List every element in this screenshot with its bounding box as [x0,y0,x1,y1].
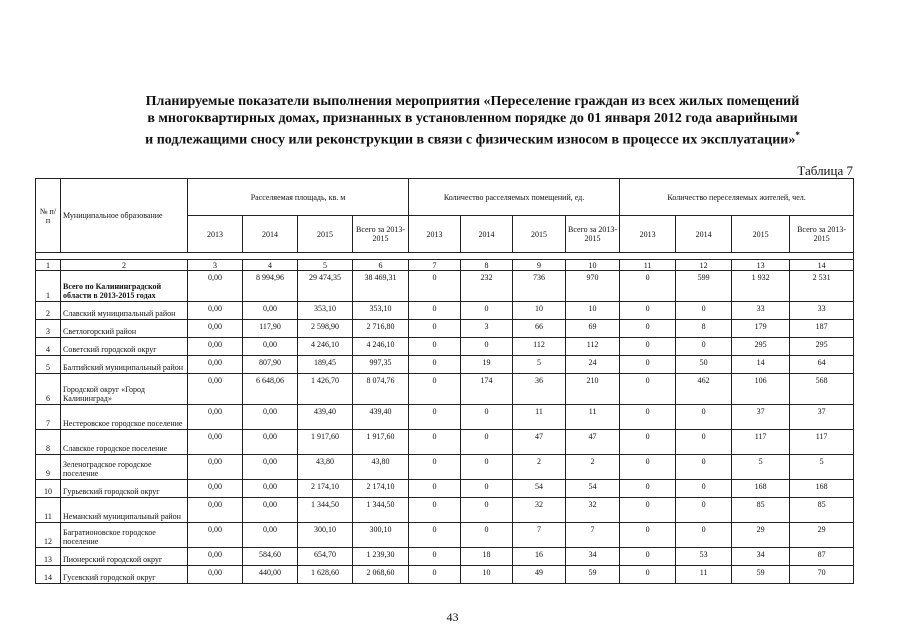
value-cell: 0 [620,271,676,302]
value-cell: 599 [676,271,732,302]
value-cell: 0,00 [188,455,243,480]
value-cell: 19 [461,356,513,374]
header-total: Всего за 2013-2015 [566,216,620,253]
value-cell: 736 [513,271,566,302]
value-cell: 0,00 [188,320,243,338]
value-cell: 0,00 [243,338,298,356]
value-cell: 210 [566,374,620,405]
table-row [36,430,854,455]
value-cell: 47 [513,430,566,455]
value-cell: 2 174,10 [353,480,409,498]
table-row [36,548,854,566]
value-cell: 85 [732,498,790,523]
table-row [36,302,854,320]
header-row-groups [36,179,854,216]
value-cell: 1 932 [732,271,790,302]
value-cell: 117,90 [243,320,298,338]
page-number: 43 [446,610,459,624]
value-cell: 37 [790,405,854,430]
value-cell: 0 [409,455,461,480]
value-cell: 53 [676,548,732,566]
value-cell: 37 [732,405,790,430]
value-cell: 36 [513,374,566,405]
footnote-mark: * [795,130,800,140]
value-cell: 584,60 [243,548,298,566]
column-number: 11 [620,260,676,271]
value-cell: 10 [513,302,566,320]
row-number: 13 [36,548,61,566]
value-cell: 0 [409,338,461,356]
value-cell: 2 531 [790,271,854,302]
value-cell: 2 [566,455,620,480]
value-cell: 85 [790,498,854,523]
value-cell: 4 246,10 [298,338,353,356]
value-cell: 47 [566,430,620,455]
header-total: Всего за 2013-2015 [353,216,409,253]
municipality-name: Балтийский муниципальный район [61,356,188,374]
value-cell: 59 [566,566,620,584]
indicators-table [35,178,854,584]
value-cell: 0 [620,455,676,480]
column-number: 10 [566,260,620,271]
value-cell: 0 [676,523,732,548]
value-cell: 0 [620,374,676,405]
value-cell: 0 [676,455,732,480]
header-total: Всего за 2013-2015 [790,216,854,253]
column-number-row [36,260,854,271]
row-number: 9 [36,455,61,480]
value-cell: 106 [732,374,790,405]
column-number: 6 [353,260,409,271]
table-row [36,320,854,338]
table-row [36,498,854,523]
value-cell: 0,00 [243,405,298,430]
value-cell: 0 [461,430,513,455]
value-cell: 0 [461,405,513,430]
value-cell: 33 [732,302,790,320]
value-cell: 0 [620,498,676,523]
municipality-name: Гусевский городской округ [61,566,188,584]
value-cell: 54 [566,480,620,498]
header-year: 2013 [620,216,676,253]
municipality-name: Городской округ «Город Калининград» [61,374,188,405]
column-number: 2 [61,260,188,271]
value-cell: 997,35 [353,356,409,374]
value-cell: 0 [620,302,676,320]
value-cell: 2 598,90 [298,320,353,338]
value-cell: 0,00 [188,302,243,320]
municipality-name: Зеленоградское городское поселение [61,455,188,480]
value-cell: 462 [676,374,732,405]
municipality-name: Всего по Калининградской области в 2013-2015 годах [61,271,188,302]
municipality-name: Светлогорский район [61,320,188,338]
column-number: 5 [298,260,353,271]
header-group-area: Расселяемая площадь, кв. м [188,179,409,216]
value-cell: 10 [566,302,620,320]
value-cell: 0 [409,523,461,548]
value-cell: 54 [513,480,566,498]
header-year: 2013 [409,216,461,253]
column-number: 14 [790,260,854,271]
municipality-name: Гурьевский городской округ [61,480,188,498]
value-cell: 6 648,06 [243,374,298,405]
value-cell: 16 [513,548,566,566]
column-number: 4 [243,260,298,271]
value-cell: 353,10 [353,302,409,320]
value-cell: 439,40 [298,405,353,430]
value-cell: 34 [566,548,620,566]
table-row [36,271,854,302]
value-cell: 1 344,50 [353,498,409,523]
row-number: 11 [36,498,61,523]
value-cell: 179 [732,320,790,338]
table-label: Таблица 7 [797,163,853,178]
value-cell: 0 [620,338,676,356]
municipality-name: Неманский муниципальный район [61,498,188,523]
spacer-row [36,253,854,260]
value-cell: 0 [620,480,676,498]
value-cell: 0 [676,405,732,430]
value-cell: 187 [790,320,854,338]
value-cell: 295 [790,338,854,356]
value-cell: 568 [790,374,854,405]
municipality-name: Пионерский городской округ [61,548,188,566]
value-cell: 0 [620,320,676,338]
value-cell: 0 [676,498,732,523]
table-row [36,338,854,356]
value-cell: 14 [732,356,790,374]
header-year: 2014 [676,216,732,253]
value-cell: 64 [790,356,854,374]
value-cell: 168 [732,480,790,498]
value-cell: 0 [676,430,732,455]
value-cell: 440,00 [243,566,298,584]
value-cell: 0,00 [188,405,243,430]
value-cell: 43,80 [298,455,353,480]
municipality-name: Багратионовское городское поселение [61,523,188,548]
value-cell: 0,00 [243,480,298,498]
municipality-name: Славское городское поселение [61,430,188,455]
value-cell: 0 [676,302,732,320]
table-row [36,455,854,480]
value-cell: 0 [620,356,676,374]
value-cell: 29 [732,523,790,548]
value-cell: 32 [566,498,620,523]
table-row [36,523,854,548]
value-cell: 1 344,50 [298,498,353,523]
value-cell: 0,00 [243,498,298,523]
value-cell: 0 [620,430,676,455]
header-year: 2015 [732,216,790,253]
value-cell: 0 [409,271,461,302]
value-cell: 0,00 [188,356,243,374]
value-cell: 112 [566,338,620,356]
value-cell: 29 [790,523,854,548]
table-row [36,405,854,430]
value-cell: 2 174,10 [298,480,353,498]
value-cell: 5 [513,356,566,374]
value-cell: 49 [513,566,566,584]
value-cell: 7 [566,523,620,548]
value-cell: 0 [620,405,676,430]
value-cell: 34 [732,548,790,566]
value-cell: 117 [732,430,790,455]
value-cell: 0 [409,430,461,455]
value-cell: 0 [461,455,513,480]
value-cell: 70 [790,566,854,584]
value-cell: 112 [513,338,566,356]
value-cell: 8 994,96 [243,271,298,302]
row-number: 1 [36,271,61,302]
value-cell: 0 [461,480,513,498]
value-cell: 11 [513,405,566,430]
value-cell: 1 628,60 [298,566,353,584]
municipality-name: Нестеровское городское поселение [61,405,188,430]
value-cell: 0 [620,523,676,548]
value-cell: 24 [566,356,620,374]
header-year: 2015 [513,216,566,253]
value-cell: 439,40 [353,405,409,430]
value-cell: 10 [461,566,513,584]
value-cell: 353,10 [298,302,353,320]
value-cell: 1 426,70 [298,374,353,405]
row-number: 8 [36,430,61,455]
row-number: 6 [36,374,61,405]
value-cell: 59 [732,566,790,584]
value-cell: 2 068,60 [353,566,409,584]
value-cell: 1 239,30 [353,548,409,566]
value-cell: 0,00 [243,455,298,480]
header-year: 2014 [243,216,298,253]
header-year: 2014 [461,216,513,253]
row-number: 5 [36,356,61,374]
value-cell: 232 [461,271,513,302]
column-number: 12 [676,260,732,271]
value-cell: 0,00 [243,302,298,320]
column-number: 3 [188,260,243,271]
header-municipality: Муниципальное образование [61,179,188,253]
value-cell: 4 246,10 [353,338,409,356]
value-cell: 295 [732,338,790,356]
row-number: 3 [36,320,61,338]
value-cell: 50 [676,356,732,374]
value-cell: 33 [790,302,854,320]
municipality-name: Советский городской округ [61,338,188,356]
table-row [36,480,854,498]
header-group-residents: Количество переселяемых жителей, чел. [620,179,854,216]
header-year: 2013 [188,216,243,253]
value-cell: 0 [409,480,461,498]
value-cell: 0 [620,548,676,566]
table-row [36,356,854,374]
value-cell: 0 [461,302,513,320]
table-row [36,374,854,405]
value-cell: 5 [790,455,854,480]
column-number: 9 [513,260,566,271]
value-cell: 0 [461,523,513,548]
value-cell: 300,10 [298,523,353,548]
value-cell: 29 474,35 [298,271,353,302]
value-cell: 0 [461,338,513,356]
header-year: 2015 [298,216,353,253]
row-number: 7 [36,405,61,430]
value-cell: 0,00 [188,480,243,498]
value-cell: 5 [732,455,790,480]
value-cell: 189,45 [298,356,353,374]
value-cell: 0,00 [188,548,243,566]
row-number: 2 [36,302,61,320]
value-cell: 43,80 [353,455,409,480]
row-number: 10 [36,480,61,498]
value-cell: 0,00 [243,430,298,455]
row-number: 12 [36,523,61,548]
value-cell: 32 [513,498,566,523]
municipality-name: Славский муниципальный район [61,302,188,320]
title-line-3: и подлежащими сносу или реконструкции в связи с физическим износом в процессе их эксплуатации»* [145,130,800,148]
value-cell: 0 [409,566,461,584]
value-cell: 0 [676,480,732,498]
value-cell: 0 [620,566,676,584]
value-cell: 0,00 [188,374,243,405]
title-line-1: Планируемые показатели выполнения мероприятия «Переселение граждан из всех жилых помещений [145,94,800,109]
value-cell: 0,00 [188,498,243,523]
row-number: 14 [36,566,61,584]
value-cell: 0,00 [188,523,243,548]
value-cell: 0 [461,498,513,523]
value-cell: 1 917,60 [298,430,353,455]
value-cell: 0,00 [188,271,243,302]
row-number: 4 [36,338,61,356]
value-cell: 2 716,80 [353,320,409,338]
table-row [36,566,854,584]
column-number: 1 [36,260,61,271]
value-cell: 2 [513,455,566,480]
value-cell: 0 [409,320,461,338]
value-cell: 0 [409,374,461,405]
value-cell: 66 [513,320,566,338]
column-number: 13 [732,260,790,271]
value-cell: 0 [409,302,461,320]
value-cell: 0,00 [243,523,298,548]
value-cell: 3 [461,320,513,338]
value-cell: 8 074,76 [353,374,409,405]
value-cell: 1 917,60 [353,430,409,455]
value-cell: 117 [790,430,854,455]
document-title [100,93,845,149]
value-cell: 18 [461,548,513,566]
value-cell: 87 [790,548,854,566]
header-num: № п/п [36,179,61,253]
value-cell: 174 [461,374,513,405]
value-cell: 0 [409,498,461,523]
value-cell: 11 [566,405,620,430]
value-cell: 0,00 [188,430,243,455]
value-cell: 0 [409,356,461,374]
value-cell: 300,10 [353,523,409,548]
value-cell: 0 [409,548,461,566]
value-cell: 970 [566,271,620,302]
header-group-premises: Количество расселяемых помещений, ед. [409,179,620,216]
value-cell: 0,00 [188,566,243,584]
value-cell: 0,00 [188,338,243,356]
value-cell: 0 [676,338,732,356]
title-line-2: в многоквартирных домах, признанных в установленном порядке до 01 января 2012 года аварийными [147,111,798,126]
value-cell: 807,90 [243,356,298,374]
value-cell: 654,70 [298,548,353,566]
value-cell: 0 [409,405,461,430]
column-number: 7 [409,260,461,271]
value-cell: 8 [676,320,732,338]
value-cell: 69 [566,320,620,338]
value-cell: 7 [513,523,566,548]
value-cell: 11 [676,566,732,584]
value-cell: 168 [790,480,854,498]
column-number: 8 [461,260,513,271]
value-cell: 38 469,31 [353,271,409,302]
